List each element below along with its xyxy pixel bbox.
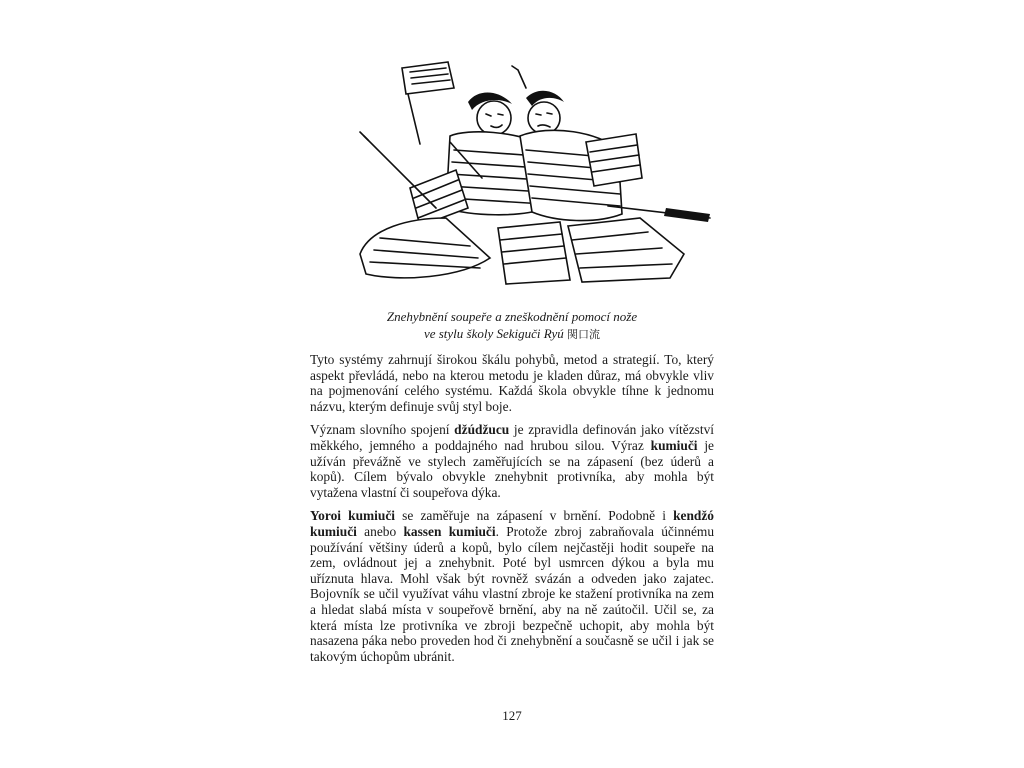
page-number: 127 — [502, 708, 522, 723]
bold-term: Yoroi kumiuči — [310, 508, 396, 524]
text-run: . Protože zbroj zabraňovala účinnému používání většiny úderů a kopů, bylo cílem nejčastěji hodit soupeře na zem, ovládnout jej a znehybnit. Poté byl usmrcen dýkou a byla mu uříznuta hlava. Mohl však být rovněž svázán a odveden jako zajatec. Bojovník se učil využívat váhu vlastní zbroje ke stažení protivníka na zem a hledat slabá místa v soupeřově brnění, aby na ně zaútočil. Učil se, za která místa lze protivníka ve zbroji bezpečně uchopit, aby mohla být nasazena páka nebo proveden hod či znehybnění a současně se učil i jak se takovým úchopům ubránit. — [310, 523, 715, 664]
text-run: Význam slovního spojení — [310, 422, 455, 438]
bold-term: kassen kumiuči — [403, 523, 496, 539]
caption-line-1: Znehybnění soupeře a zneškodnění pomocí nože — [386, 309, 638, 324]
paragraph-2 — [310, 422, 714, 500]
body-text — [310, 352, 714, 672]
caption-kanji: 関口流 — [567, 328, 601, 341]
caption-line-2 — [300, 325, 724, 343]
bold-term: kumiuči — [650, 437, 698, 453]
text-run: Tyto systémy zahrnují širokou škálu pohybů, metod a strategií. To, který aspekt převládá, nebo na kterou metodu je kladen důraz, má obvykle vliv na pojmenování celého systému. Každá škola obvykle tíhne k jednomu názvu, kterým definuje svůj styl boje. — [310, 352, 714, 414]
bold-term: džúdžucu — [454, 422, 510, 438]
text-run: se zaměřuje na zápasení v brnění. Podobně i — [395, 508, 674, 524]
caption-line-2-text: ve stylu školy Sekiguči Ryú — [423, 326, 564, 341]
figure-caption — [300, 308, 724, 343]
samurai-grappling-illustration — [350, 58, 730, 290]
paragraph-3 — [310, 508, 714, 664]
text-run: anebo — [356, 523, 404, 539]
bold-term: kendžó kumiuči — [310, 508, 715, 539]
text-run: je zpravidla definován jako vítězství měkkého, jemného a poddajného nad hrubou silou. Výraz — [310, 422, 715, 453]
paragraph-1 — [310, 352, 714, 414]
text-run: je užíván převážně ve stylech zaměřujících se na zápasení (bez úderů a kopů). Cílem bývalo obvykle znehybnit protivníka, aby mohla být vytažena vlastní či soupeřova dýka. — [310, 437, 714, 500]
